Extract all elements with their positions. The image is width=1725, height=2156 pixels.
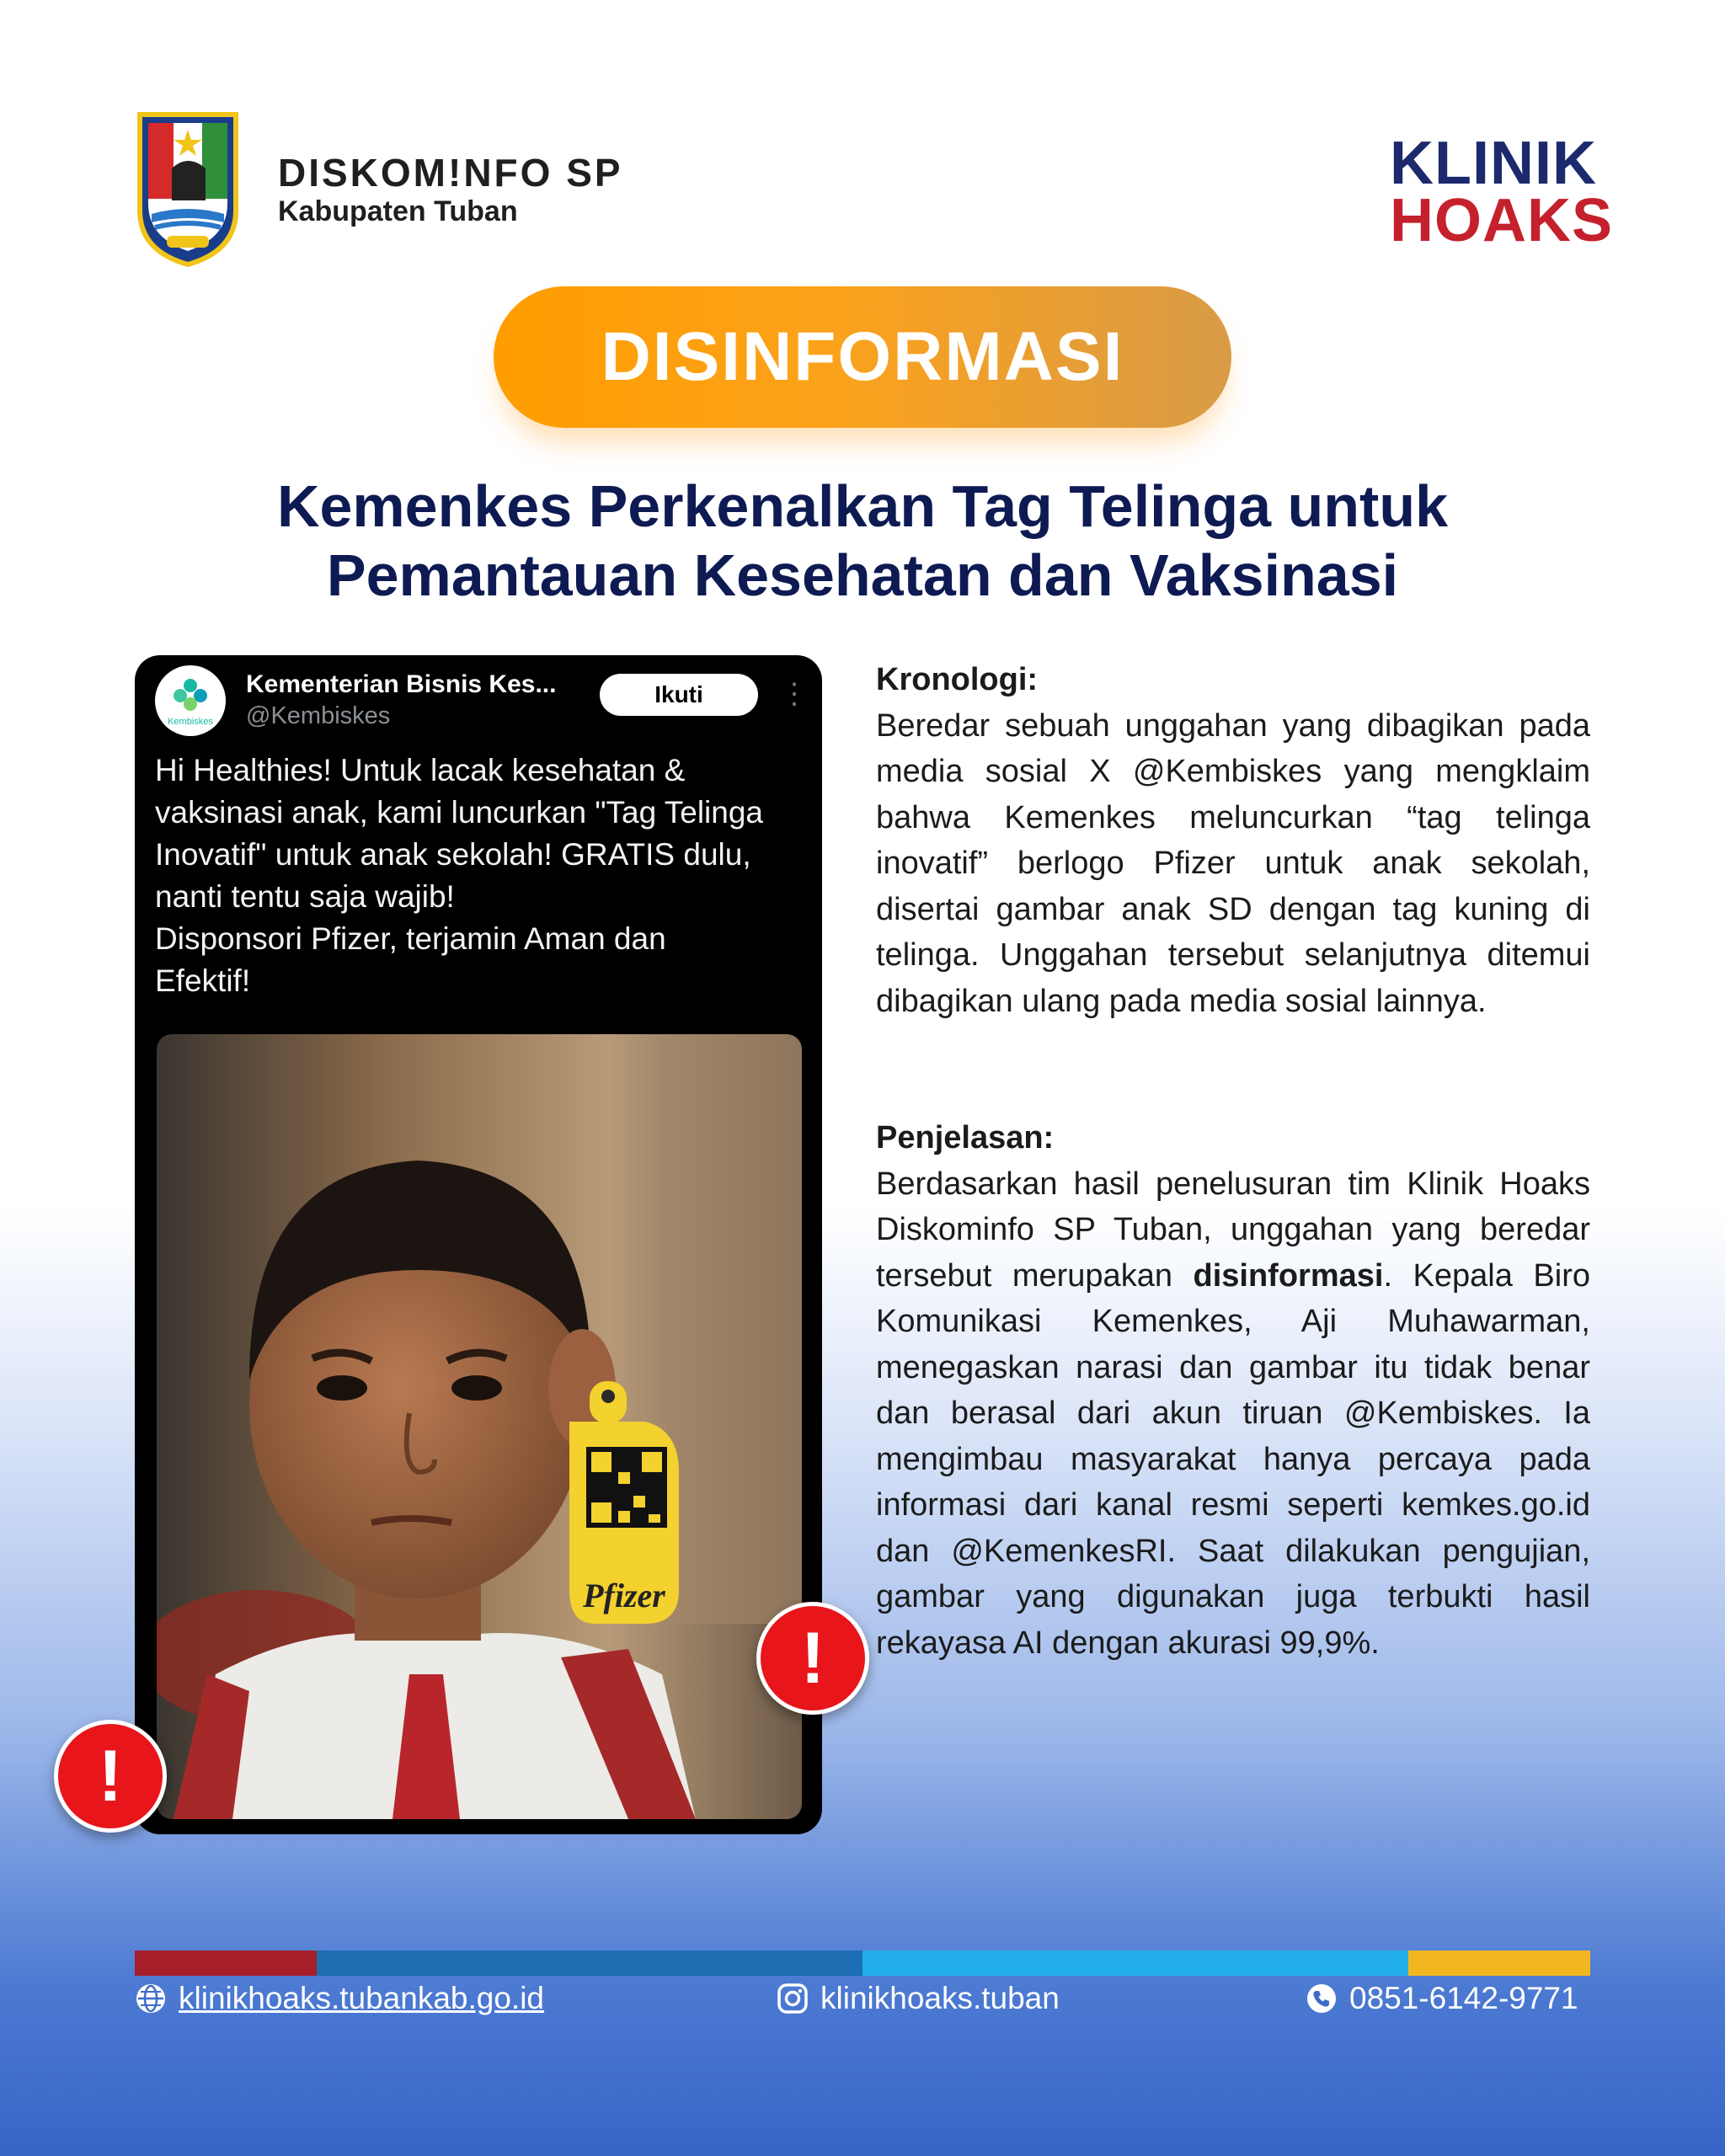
- account-handle[interactable]: @Kembiskes: [246, 702, 391, 729]
- footer-instagram[interactable]: [777, 1977, 1060, 2020]
- tweet-line: nanti tentu saja wajib!: [155, 879, 455, 914]
- kronologi-body: Beredar sebuah unggahan yang dibagikan pada media sosial X @Kembiskes yang mengklaim bahwa Kemenkes meluncurkan “tag telinga inovatif” berlogo Pfizer untuk anak sekolah, disertai gambar anak SD dengan tag kuning di telinga. Unggahan tersebut selanjutnya ditemui dibagikan ulang pada media sosial lainnya.: [876, 707, 1590, 1019]
- website-link[interactable]: klinikhoaks.tubankab.go.id: [179, 1981, 545, 2015]
- kronologi-section: [876, 657, 1590, 1024]
- kronologi-heading: Kronologi:: [876, 662, 1039, 697]
- penjelasan-body: [876, 1161, 1590, 1667]
- penjelasan-text: Berdasarkan hasil penelusuran tim Klinik Hoaks Diskominfo SP Tuban, unggahan yang beredar tersebut merupakan: [876, 1166, 1590, 1294]
- tweet-line: Disponsori Pfizer, terjamin Aman dan: [155, 921, 666, 956]
- instagram-handle[interactable]: klinikhoaks.tuban: [820, 1981, 1060, 2015]
- brand-line-2: HOAKS: [1390, 187, 1614, 255]
- footer-website[interactable]: [135, 1977, 544, 2020]
- footer-phone[interactable]: [1306, 1977, 1578, 2020]
- penjelasan-bold: disinformasi: [1193, 1257, 1384, 1294]
- tweet-photo[interactable]: [157, 1034, 802, 1819]
- footer-color-bar: [1408, 1951, 1590, 1976]
- more-vertical-icon[interactable]: ⋮: [780, 678, 809, 710]
- warning-alert-icon: !: [756, 1602, 869, 1715]
- account-name[interactable]: Kementerian Bisnis Kes...: [246, 670, 557, 698]
- klinik-hoaks-logo: [1390, 130, 1614, 255]
- tweet-line: vaksinasi anak, kami luncurkan "Tag Telinga: [155, 795, 764, 830]
- tweet-line: Inovatif" untuk anak sekolah! GRATIS dulu,: [155, 837, 751, 872]
- org-name: DISKOM!NFO SP: [278, 151, 623, 195]
- phone-number[interactable]: 0851-6142-9771: [1349, 1981, 1578, 2015]
- verdict-label: DISINFORMASI: [601, 318, 1124, 395]
- brand-line-1: KLINIK: [1390, 130, 1597, 197]
- tweet-line: Hi Healthies! Untuk lacak kesehatan &: [155, 753, 686, 787]
- title-line-1: Kemenkes Perkenalkan Tag Telinga untuk: [276, 473, 1449, 539]
- tweet-line: Efektif!: [155, 963, 251, 998]
- footer-color-bar: [862, 1951, 1408, 1976]
- tuban-crest-icon: [135, 109, 241, 268]
- penjelasan-text: . Kepala Biro Komunikasi Kemenkes, Aji Muhawarman, menegaskan narasi dan gambar itu tidak benar dan berasal dari akun tiruan @Kembiskes. Ia mengimbau masyarakat hanya percaya pada informasi dari kanal resmi seperti kemkes.go.id dan @KemenkesRI. Saat dilakukan pengujian, gambar yang digunakan juga terbukti hasil rekayasa AI dengan akurasi 99,9%.: [876, 1257, 1590, 1661]
- follow-button[interactable]: Ikuti: [600, 674, 758, 716]
- avatar-label: Kembiskes: [168, 717, 213, 727]
- globe-icon: [135, 1983, 167, 2015]
- page-title: [84, 472, 1641, 610]
- title-line-2: Pemantauan Kesehatan dan Vaksinasi: [326, 542, 1399, 608]
- phone-icon: [1306, 1983, 1338, 2015]
- org-subtitle: Kabupaten Tuban: [278, 195, 518, 227]
- penjelasan-section: [876, 1115, 1590, 1666]
- tweet-text: [155, 750, 812, 1002]
- kembiskes-logo-icon: [155, 665, 226, 736]
- tag-brand-text: Pfizer: [583, 1577, 665, 1614]
- instagram-icon: [777, 1983, 809, 2015]
- footer-color-bar: [317, 1951, 862, 1976]
- warning-alert-icon: !: [54, 1720, 167, 1833]
- footer-color-bar: [135, 1951, 317, 1976]
- verdict-badge: [494, 286, 1231, 428]
- penjelasan-heading: Penjelasan:: [876, 1120, 1055, 1155]
- account-avatar[interactable]: [155, 665, 226, 736]
